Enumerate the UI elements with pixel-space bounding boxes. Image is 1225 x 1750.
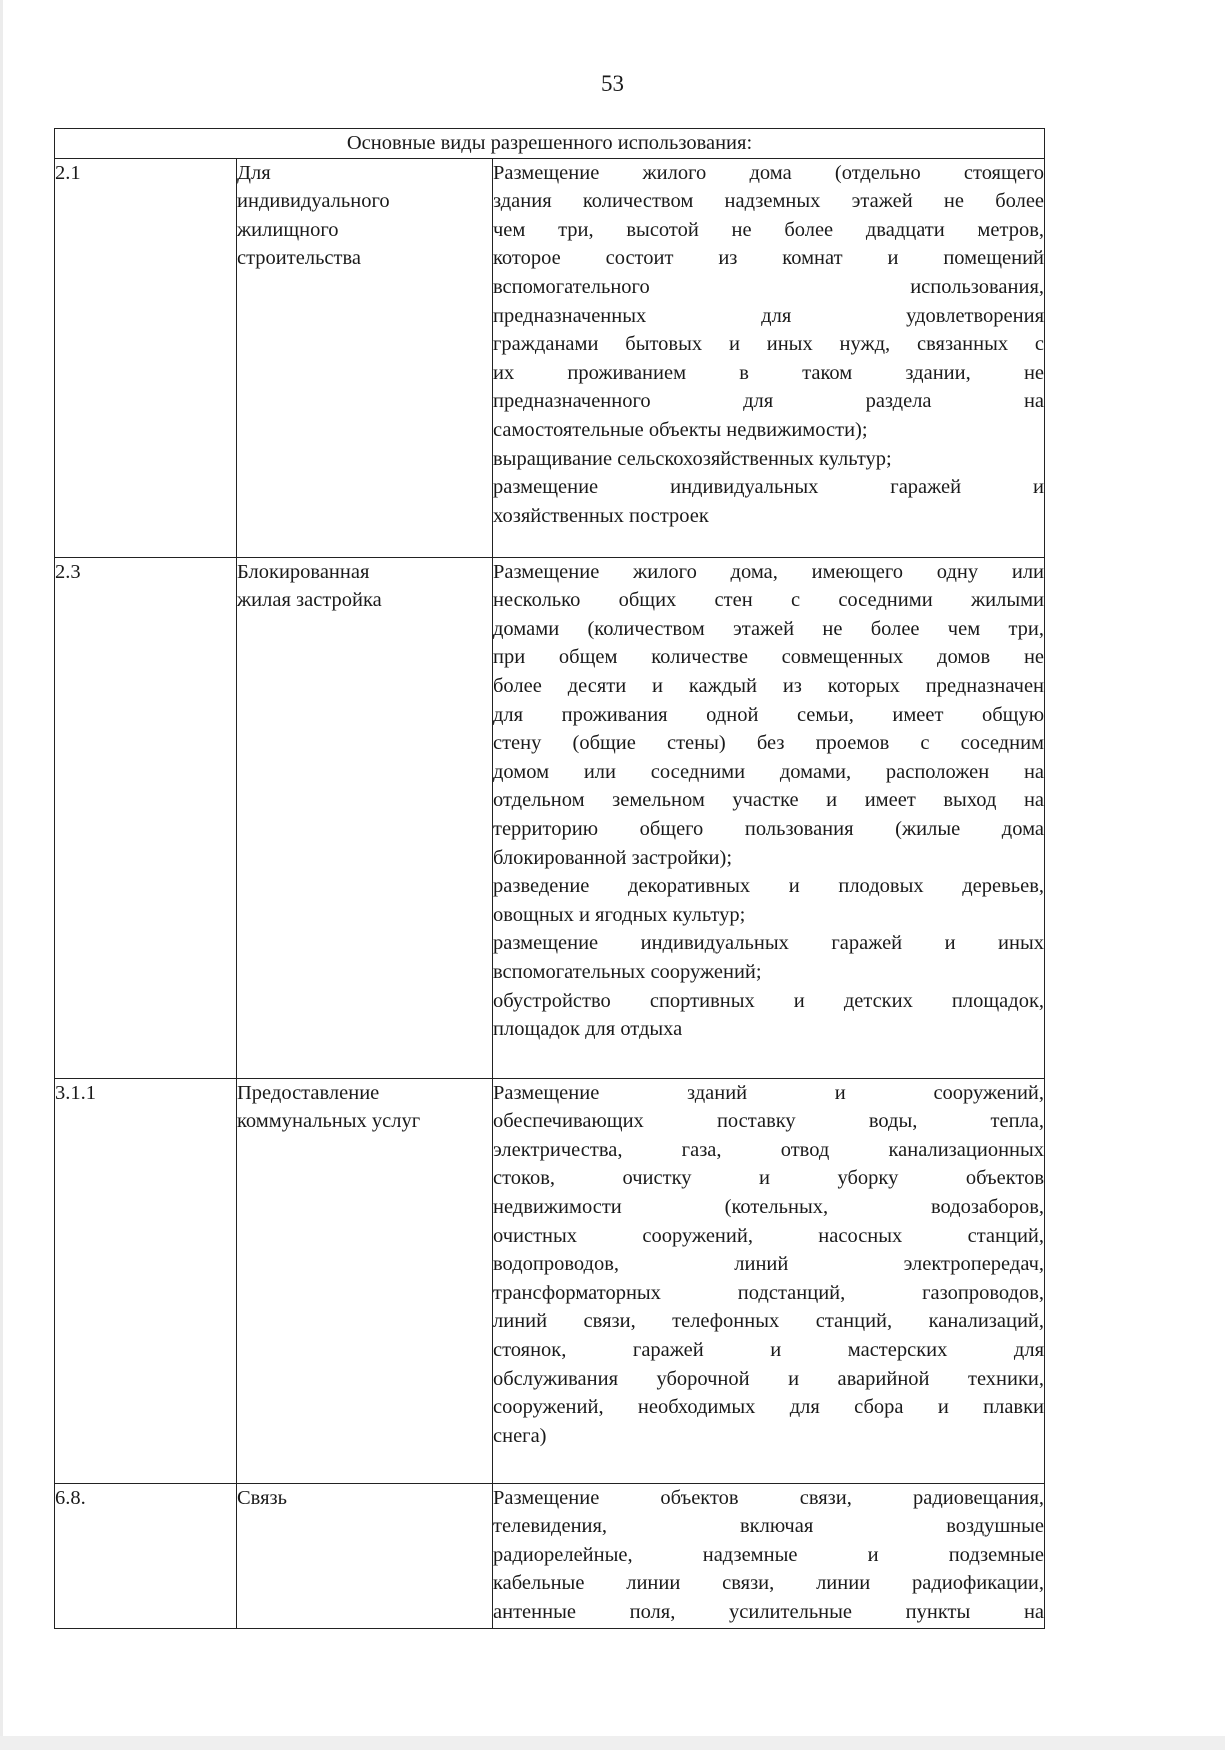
scan-edge-left [0,0,3,1750]
use-description-line: стоянок, гаражей и мастерских для [493,1338,1045,1361]
table-row [55,158,1045,557]
use-description-line: очистных сооружений, насосных станций, [493,1224,1045,1247]
use-description-line: Размещение жилого дома, имеющего одну или [493,560,1045,583]
use-code [55,1078,237,1483]
use-description [493,557,1045,1078]
use-name-line: жилищного [237,218,339,241]
use-description-line: Размещение зданий и сооружений, [493,1081,1045,1104]
use-description-line: обеспечивающих поставку воды, тепла, [493,1110,1045,1133]
use-name [237,158,493,557]
use-description-line: более десяти и каждый из которых предназначен [493,674,1045,697]
use-description-line: хозяйственных построек [493,504,709,527]
use-description [493,158,1045,557]
use-name [237,1483,493,1628]
land-use-table [54,128,1045,1629]
table-row [55,557,1045,1078]
use-description-line: обслуживания уборочной и аварийной техники, [493,1367,1045,1390]
use-description-line: Размещение жилого дома (отдельно стоящего [493,161,1045,184]
use-description-line: домом или соседними домами, расположен на [493,760,1045,783]
use-description-line: чем три, высотой не более двадцати метров, [493,218,1045,241]
use-name-line: индивидуального [237,190,390,213]
use-description-line: предназначенных для удовлетворения [493,304,1045,327]
use-description-line: недвижимости (котельных, водозаборов, [493,1195,1045,1218]
use-description-line: стену (общие стены) без проемов с соседним [493,732,1045,755]
use-description-line: предназначенного для раздела на [493,390,1045,413]
use-description-line: стоков, очистку и уборку объектов [493,1167,1045,1190]
use-description-line: вспомогательных сооружений; [493,960,762,983]
use-description-line: гражданами бытовых и иных нужд, связанных с [493,333,1045,356]
use-description-line: сооружений, необходимых для сбора и плавки [493,1396,1045,1419]
use-name [237,1078,493,1483]
use-description-line: разведение декоративных и плодовых деревьев, [493,875,1045,898]
use-name-line: строительства [237,247,361,270]
table-row [55,1483,1045,1628]
use-description-line: водопроводов, линий электропередач, [493,1253,1045,1276]
page-number: 53 [601,71,624,96]
use-description-line: которое состоит из комнат и помещений [493,247,1045,270]
use-code [55,557,237,1078]
use-name-line: Связь [237,1486,287,1509]
scan-edge-bottom [0,1736,1225,1750]
use-description [493,1483,1045,1628]
use-description [493,1078,1045,1483]
use-description-line: антенные поля, усилительные пункты на [493,1600,1045,1623]
use-code [55,1483,237,1628]
use-code-text: 3.1.1 [55,1081,96,1104]
use-description-line: самостоятельные объекты недвижимости); [493,418,868,441]
use-description-line: выращивание сельскохозяйственных культур; [493,447,892,470]
use-description-line: радиорелейные, надземные и подземные [493,1543,1045,1566]
use-description-line: снега) [493,1424,547,1447]
use-description-line: блокированной застройки); [493,846,733,869]
use-name-line: Предоставление [237,1081,380,1104]
use-description-line: размещение индивидуальных гаражей и иных [493,932,1045,955]
use-description-line: вспомогательного использования, [493,275,1045,298]
use-description-line: кабельные линии связи, линии радиофикации, [493,1572,1045,1595]
use-code-text: 2.1 [55,161,81,184]
use-name [237,557,493,1078]
use-code-text: 6.8. [55,1486,86,1509]
use-description-line: электричества, газа, отвод канализационных [493,1138,1045,1161]
use-description-line: при общем количестве совмещенных домов не [493,646,1045,669]
table-header: Основные виды разрешенного использования: [55,129,1045,159]
use-description-line: площадок для отдыха [493,1018,683,1041]
table-row [55,1078,1045,1483]
use-name-line: жилая застройка [237,589,382,612]
use-description-line: размещение индивидуальных гаражей и [493,476,1045,499]
use-description-line: Размещение объектов связи, радиовещания, [493,1486,1045,1509]
use-name-line: Блокированная [237,560,370,583]
use-description-line: трансформаторных подстанций, газопроводов, [493,1281,1045,1304]
use-name-line: коммунальных услуг [237,1110,421,1133]
use-description-line: их проживанием в таком здании, не [493,361,1045,384]
table-header-row [55,129,1045,159]
use-description-line: домами (количеством этажей не более чем три, [493,617,1045,640]
use-description-line: здания количеством надземных этажей не более [493,190,1045,213]
use-code [55,158,237,557]
use-code-text: 2.3 [55,560,81,583]
use-description-line: обустройство спортивных и детских площадок, [493,989,1045,1012]
use-description-line: телевидения, включая воздушные [493,1515,1045,1538]
use-name-line: Для [237,161,271,184]
use-description-line: территорию общего пользования (жилые дома [493,817,1045,840]
use-description-line: овощных и ягодных культур; [493,903,746,926]
use-description-line: отдельном земельном участке и имеет выход на [493,789,1045,812]
use-description-line: несколько общих стен с соседними жилыми [493,589,1045,612]
use-description-line: для проживания одной семьи, имеет общую [493,703,1045,726]
use-description-line: линий связи, телефонных станций, канализаций, [493,1310,1045,1333]
